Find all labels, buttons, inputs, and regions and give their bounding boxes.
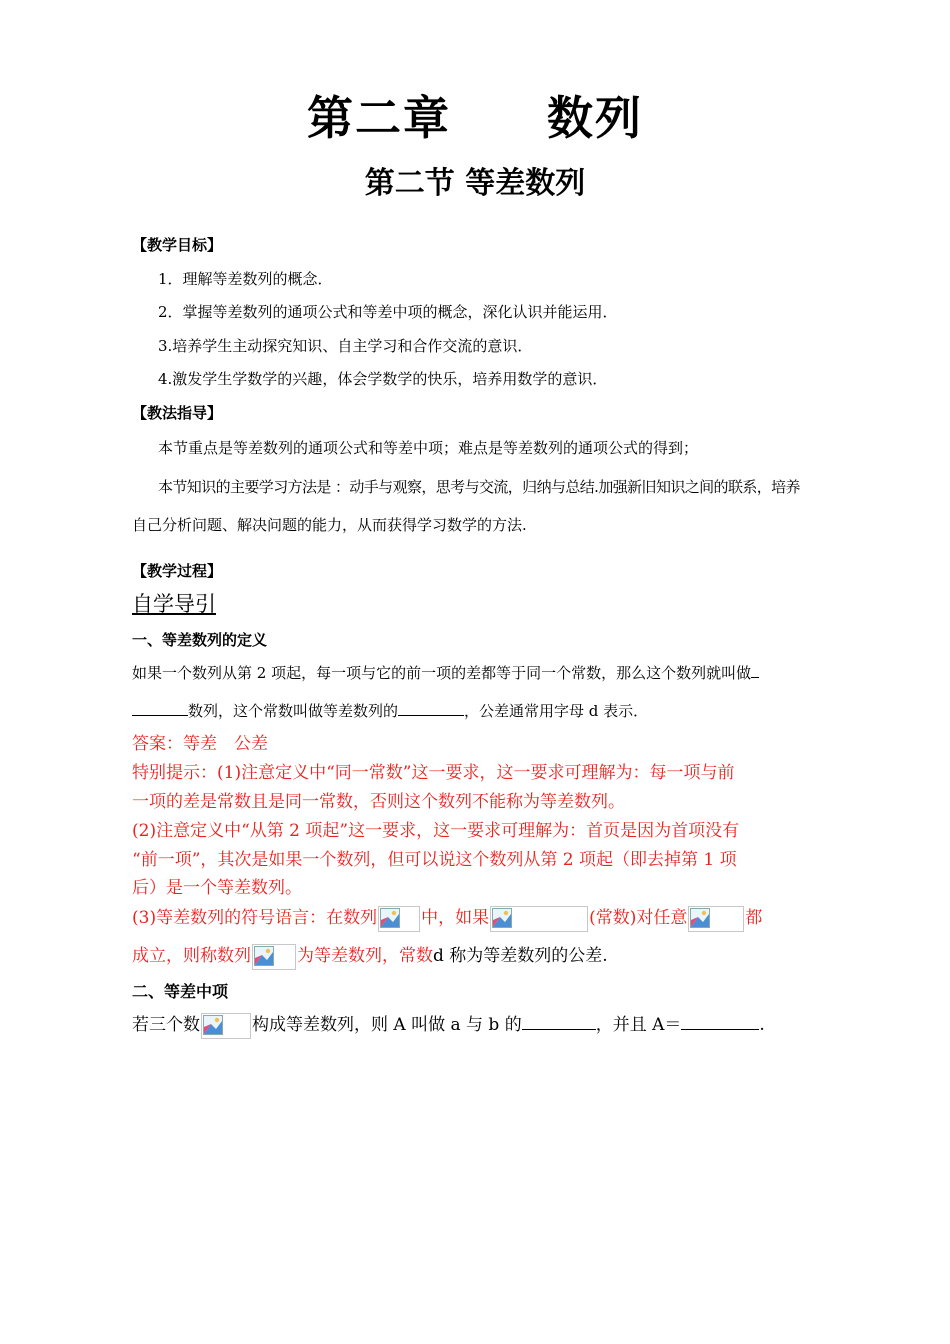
tip-3-line-2-a: 成立，则称数列 [132,946,251,966]
goal-item-3: 3.培养学生主动探究知识、自主学习和合作交流的意识． [158,337,533,355]
definition-line-2 [132,700,648,721]
tip-2-line-2: “前一项”，其次是如果一个数列，但可以说这个数列从第 2 项起（即去掉第 1 项 [132,850,737,870]
definition-text-2b: ，公差通常用字母 d 表示． [464,702,649,720]
definition-line-1 [132,662,759,683]
goal-item-2: 2．掌握等差数列的通项公式和等差中项的概念，深化认识并能运用． [158,303,618,321]
formula-image-any-n [688,906,744,932]
formula-image-sequence-2 [252,944,296,970]
goals-heading: 【教学目标】 [132,236,223,254]
tip-3-line-2-b: 为等差数列，常数 [297,946,433,966]
broken-image-icon [203,1015,223,1035]
middle-term-text-d: . [759,1015,765,1035]
method-paragraph-2-line-2: 自己分析问题、解决问题的能力，从而获得学习数学的方法. [132,516,527,534]
tip-3-text-a: (3)等差数列的符号语言：在数列 [132,908,378,928]
goal-item-1: 1．理解等差数列的概念． [158,270,333,288]
method-paragraph-2-line-1: 本节知识的主要学习方法是 ：动手与观察，思考与交流，归纳与总结.加强新旧知识之间的联系，培养 [158,478,800,496]
tip-1-line-2: 一项的差是常数且是同一常数，否则这个数列不能称为等差数列。 [132,792,625,812]
blank-1[interactable] [132,701,188,716]
method-heading: 【教法指导】 [132,404,223,422]
tip-3-line-2-c: d 称为等差数列的公差. [433,946,608,966]
middle-term-line [132,1010,765,1039]
definition-text-2a: 数列，这个常数叫做等差数列的 [188,702,399,720]
process-heading: 【教学过程】 [132,562,223,580]
tip-3-text-d: 都 [745,908,763,928]
blank-3[interactable] [522,1015,596,1030]
broken-image-icon [380,908,400,928]
middle-term-text-c: ，并且 A＝ [595,1015,682,1035]
middle-term-text-b: 构成等差数列，则 A 叫做 a 与 b 的 [252,1015,522,1035]
section-title: 第二节 等差数列 [364,166,586,201]
method-paragraph-1: 本节重点是等差数列的通项公式和等差中项；难点是等差数列的通项公式的得到； [158,439,699,457]
tip-2-line-3: 后）是一个等差数列。 [132,878,302,898]
blank-4[interactable] [681,1015,759,1030]
definition-text-1: 如果一个数列从第 2 项起，每一项与它的前一项的差都等于同一个常数，那么这个数列就叫做 [132,664,752,682]
tip-3-line-1 [132,903,762,932]
broken-image-icon [492,908,512,928]
chapter-title: 第二章 数列 [307,91,643,145]
blank-2[interactable] [398,701,464,716]
broken-image-icon [254,946,274,966]
tip-3-line-2 [132,941,608,970]
formula-image-three-numbers [201,1013,251,1039]
middle-term-text-a: 若三个数 [132,1015,200,1035]
formula-image-difference [490,906,588,932]
self-study-title: 自学导引 [132,592,216,616]
broken-image-icon [690,908,710,928]
goal-item-4: 4.激发学生学数学的兴趣，体会学数学的快乐，培养用数学的意识． [158,370,608,388]
tip-3-text-c: (常数)对任意 [589,908,688,928]
middle-term-heading: 二、等差中项 [132,982,229,1001]
tip-1-line-1: 特别提示：(1)注意定义中“同一常数”这一要求，这一要求可理解为：每一项与前 [132,763,735,783]
formula-image-sequence [378,906,420,932]
answer: 答案：等差 公差 [132,734,268,754]
blank-1-start[interactable] [751,663,759,678]
tip-3-text-b: 中，如果 [421,908,490,928]
definition-heading: 一、等差数列的定义 [132,631,268,649]
tip-2-line-1: (2)注意定义中“从第 2 项起”这一要求，这一要求可理解为：首页是因为首项没有 [132,821,740,841]
